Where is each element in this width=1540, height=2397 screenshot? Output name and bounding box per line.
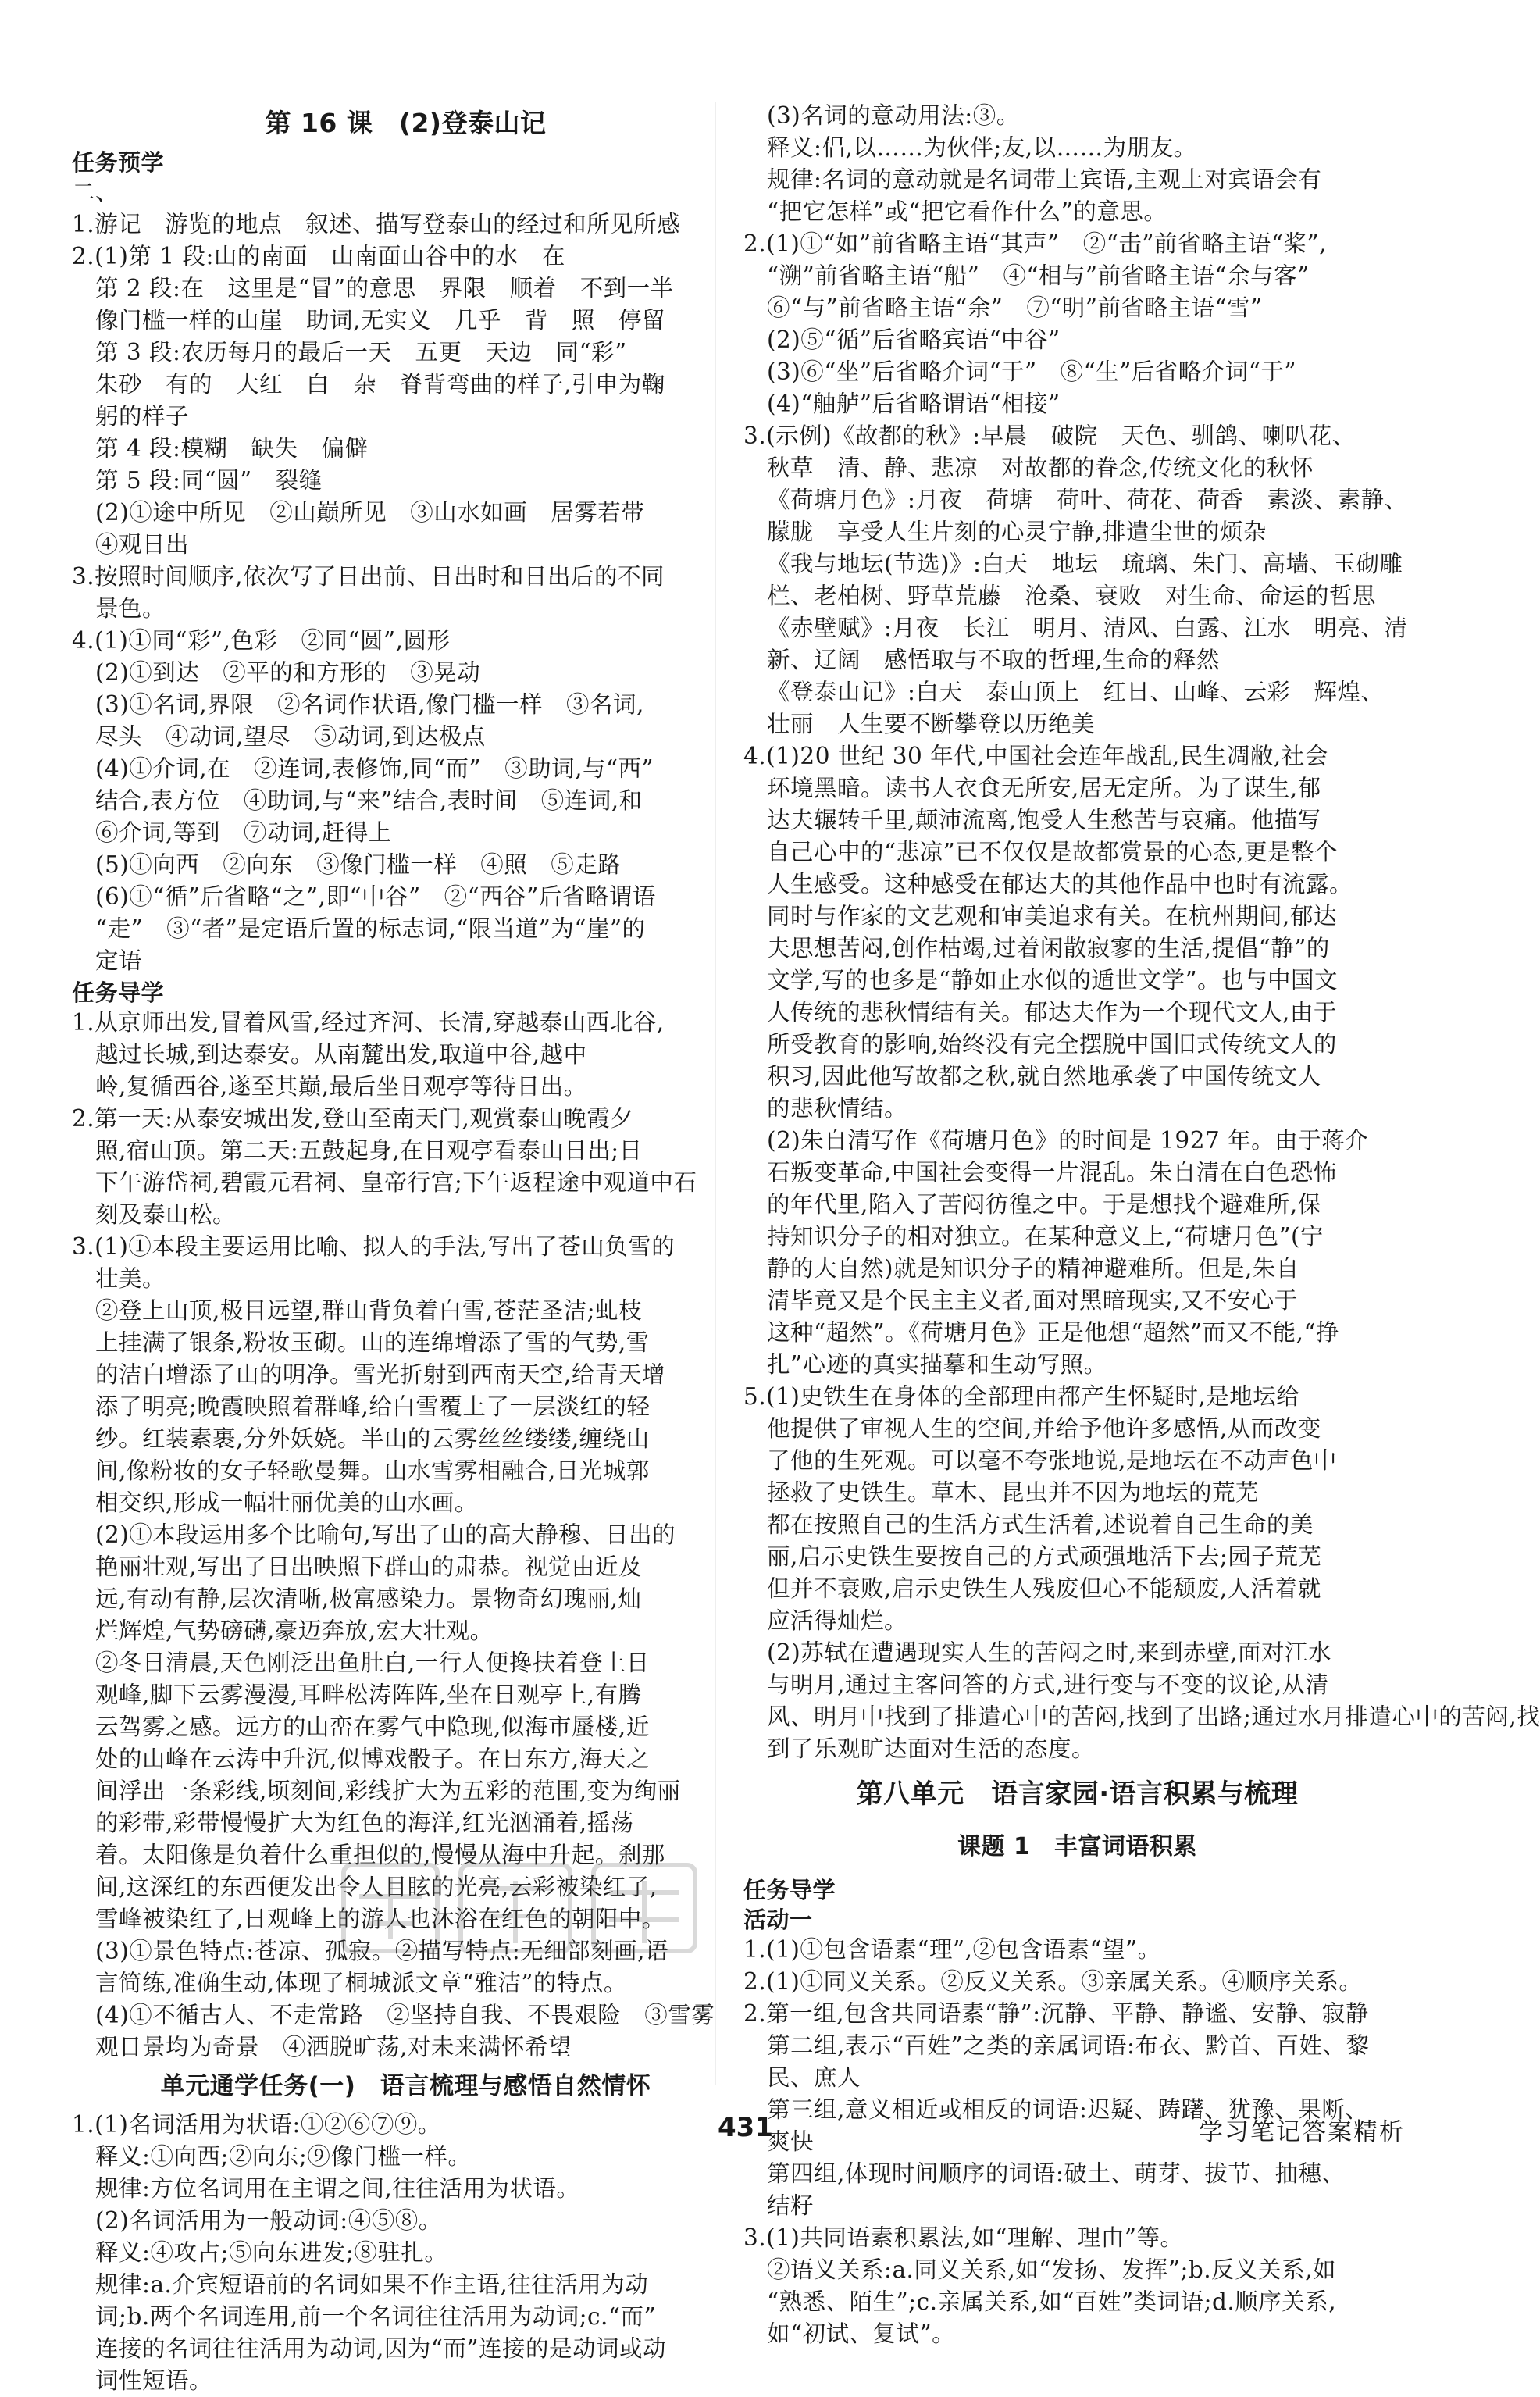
answer-line: 释义:④攻占;⑤向东进发;⑧驻扎。 <box>95 2239 448 2266</box>
answer-line: 丽,启示史铁生要按自己的方式顽强地活下去;园子荒芜 <box>767 1543 1322 1570</box>
answer-line: 扎”心迹的真实描摹和生动写照。 <box>767 1351 1107 1378</box>
answer-line: (4)①不循古人、不走常路 ②坚持自我、不畏艰险 ③雪雾 <box>95 2002 715 2028</box>
answer-item: 3.(示例)《故都的秋》:早晨 破院 天色、驯鸽、喇叭花、 <box>743 423 1356 449</box>
answer-line: 处的山峰在云涛中升沉,似博戏骰子。在日东方,海天之 <box>95 1746 650 1772</box>
answer-line: “熟悉、陌生”;c.亲属关系,如“百姓”类词语;d.顺序关系, <box>767 2288 1337 2315</box>
answer-line: (2)①本段运用多个比喻句,写出了山的高大静穆、日出的 <box>95 1521 676 1548</box>
answer-line: (4)①介词,在 ②连词,表修饰,同“而” ③助词,与“西” <box>95 755 654 782</box>
answer-line: 壮丽 人生要不断攀登以历绝美 <box>767 711 1096 737</box>
answer-line: 应活得灿烂。 <box>767 1607 908 1634</box>
answer-line: 民、庶人 <box>767 2064 861 2091</box>
answer-line: (2)①途中所见 ②山巅所见 ③山水如画 居雾若带 <box>95 499 645 526</box>
answer-line: 着。太阳像是负着什么重担似的,慢慢从海中升起。刹那 <box>95 1842 665 1868</box>
answer-line: 这种“超然”。《荷塘月色》正是他想“超然”而又不能,“挣 <box>767 1319 1340 1346</box>
answer-line: 规律:方位名词用在主谓之间,往往活用为状语。 <box>95 2175 580 2202</box>
answer-line: (3)①景色特点:苍凉、孤寂。②描写特点:无细部刻画,语 <box>95 1938 669 1964</box>
answer-line: 云驾雾之感。远方的山峦在雾气中隐现,似海市蜃楼,近 <box>95 1714 650 1740</box>
answer-item: 1.游记 游览的地点 叙述、描写登泰山的经过和所见所感 <box>72 211 681 237</box>
answer-line: 壮美。 <box>95 1265 166 1292</box>
answer-line: 间浮出一条彩线,顷刻间,彩线扩大为五彩的范围,变为绚丽 <box>95 1778 681 1804</box>
answer-item: 二、 <box>72 179 119 205</box>
answer-line: 释义:侣,以……为伙伴;友,以……为朋友。 <box>767 134 1197 161</box>
answer-line: 结籽 <box>767 2192 815 2219</box>
answer-line: 同时与作家的文艺观和审美追求有关。在杭州期间,郁达 <box>767 903 1337 929</box>
answer-line: 连接的名词往往活用为动词,因为“而”连接的是动词或动 <box>95 2335 667 2362</box>
answer-line: (2)苏轼在遭遇现实人生的苦闷之时,来到赤壁,面对江水 <box>767 1639 1332 1666</box>
answer-line: 爽快 <box>767 2128 815 2155</box>
answer-item: 2.(1)①同义关系。②反义关系。③亲属关系。④顺序关系。 <box>743 1968 1363 1995</box>
answer-line: 间,像粉妆的女子轻歌曼舞。山水雪雾相融合,日光城郭 <box>95 1457 650 1484</box>
answer-line: 像门槛一样的山崖 助词,无实义 几乎 背 照 停留 <box>95 307 665 334</box>
answer-line: 人生感受。这种感受在郁达夫的其他作品中也时有流露。 <box>767 871 1353 897</box>
answer-item: 1.(1)①包含语素“理”,②包含语素“望”。 <box>743 1936 1161 1963</box>
answer-line: (4)“舳舻”后省略谓语“相接” <box>767 391 1061 417</box>
answer-item: 2.第一天:从泰安城出发,登山至南天门,观赏泰山晚霞夕 <box>72 1105 634 1132</box>
answer-line: ②冬日清晨,天色刚泛出鱼肚白,一行人便搀扶着登上日 <box>95 1650 650 1676</box>
answer-line: (5)①向西 ②向东 ③像门槛一样 ④照 ⑤走路 <box>95 851 622 878</box>
answer-line: 持知识分子的相对独立。在某种意义上,“荷塘月色”(宁 <box>767 1223 1324 1250</box>
answer-item: 3.(1)①本段主要运用比喻、拟人的手法,写出了苍山负雪的 <box>72 1233 676 1260</box>
answer-line: 艳丽壮观,写出了日出映照下群山的肃恭。视觉由近及 <box>95 1553 642 1580</box>
answer-line: 越过长城,到达泰安。从南麓出发,取道中谷,越中 <box>95 1041 587 1068</box>
answer-line: 相交织,形成一幅壮丽优美的山水画。 <box>95 1489 478 1516</box>
answer-line: ②语义关系:a.同义关系,如“发扬、发挥”;b.反义关系,如 <box>767 2256 1337 2283</box>
answer-line: 规律:名词的意动就是名词带上宾语,主观上对宾语会有 <box>767 166 1322 193</box>
answer-line: 词性短语。 <box>95 2367 213 2394</box>
answer-line: 人传统的悲秋情结有关。郁达夫作为一个现代文人,由于 <box>767 999 1337 1026</box>
answer-item: 4.(1)20 世纪 30 年代,中国社会连年战乱,民生凋敝,社会 <box>743 743 1328 769</box>
answer-line: 如“初试、复试”。 <box>767 2320 956 2347</box>
answer-line: 间,这深红的东西便发出令人目眩的光亮,云彩被染红了, <box>95 1874 658 1900</box>
answer-line: 第三组,意义相近或相反的词语:迟疑、踌躇、犹豫、果断、 <box>767 2096 1369 2123</box>
answer-line: 他提供了审视人生的空间,并给予他许多感悟,从而改变 <box>767 1415 1321 1442</box>
answer-line: 观峰,脚下云雾漫漫,耳畔松涛阵阵,坐在日观亭上,有腾 <box>95 1682 642 1708</box>
answer-line: 观日景均为奇景 ④洒脱旷荡,对未来满怀希望 <box>95 2034 572 2060</box>
answer-line: 风、明月中找到了排遣心中的苦闷,找到了出路;通过水月排遣心中的苦闷,找 <box>767 1703 1540 1730</box>
answer-line: 石叛变革命,中国社会变得一片混乱。朱自清在白色恐怖 <box>767 1159 1337 1186</box>
answer-line: (2)名词活用为一般动词:④⑤⑧。 <box>95 2207 442 2234</box>
answer-line: 了他的生死观。可以毫不夸张地说,是地坛在不动声色中 <box>767 1447 1337 1474</box>
answer-line: 照,宿山顶。第二天:五鼓起身,在日观亭看泰山日出;日 <box>95 1137 643 1164</box>
answer-line: “走” ③“者”是定语后置的标志词,“限当道”为“崖”的 <box>95 915 646 942</box>
answer-line: 规律:a.介宾短语前的名词如果不作主语,往往活用为动 <box>95 2271 649 2298</box>
answer-item: 5.(1)史铁生在身体的全部理由都产生怀疑时,是地坛给 <box>743 1383 1300 1410</box>
answer-line: (3)⑥“坐”后省略介词“于” ⑧“生”后省略介词“于” <box>767 358 1296 385</box>
answer-item: 2.(1)第 1 段:山的南面 山南面山谷中的水 在 <box>72 243 565 269</box>
answer-line: 文学,写的也多是“静如止水似的遁世文学”。也与中国文 <box>767 967 1339 993</box>
answer-item: 3.(1)共同语素积累法,如“理解、理由”等。 <box>743 2224 1184 2251</box>
answer-line: ⑥“与”前省略主语“余” ⑦“明”前省略主语“雪” <box>767 294 1263 321</box>
answer-line: “溯”前省略主语“船” ④“相与”前省略主语“余与客” <box>767 262 1310 289</box>
answer-line: 朦胧 享受人生片刻的心灵宁静,排遣尘世的烦杂 <box>767 519 1267 545</box>
answer-line: (6)①“循”后省略“之”,即“中谷” ②“西谷”后省略谓语 <box>95 883 656 910</box>
section-heading: 活动一 <box>743 1907 813 1933</box>
right-column <box>743 100 1540 2350</box>
answer-line: 《荷塘月色》:月夜 荷塘 荷叶、荷花、荷香 素淡、素静、 <box>767 487 1408 513</box>
answer-line: 添了明亮;晚霞映照着群峰,给白雪覆上了一层淡红的轻 <box>95 1393 651 1420</box>
answer-item: 4.(1)①同“彩”,色彩 ②同“圆”,圆形 <box>72 627 451 654</box>
answer-line: 自己心中的“悲凉”已不仅仅是故都赏景的心态,更是整个 <box>767 839 1339 865</box>
answer-line: 达夫辗转千里,颠沛流离,饱受人生愁苦与哀痛。他描写 <box>767 807 1321 833</box>
answer-line: 第 3 段:农历每月的最后一天 五更 天边 同“彩” <box>95 339 627 366</box>
answer-line: 言简练,准确生动,体现了桐城派文章“雅洁”的特点。 <box>95 1970 627 1996</box>
answer-line: 《赤壁赋》:月夜 长江 明月、清风、白露、江水 明亮、清 <box>767 615 1408 641</box>
answer-line: 积习,因此他写故都之秋,就自然地承袭了中国传统文人 <box>767 1063 1321 1090</box>
left-column <box>72 100 740 2397</box>
answer-line: 《登泰山记》:白天 泰山顶上 红日、山峰、云彩 辉煌、 <box>767 679 1385 705</box>
footer-label: 学习笔记答案精析 <box>1199 2118 1405 2146</box>
answer-line: 尽头 ④动词,望尽 ⑤动词,到达极点 <box>95 723 486 750</box>
topic-title: 课题 1 丰富词语积累 <box>957 1833 1197 1860</box>
section-heading: 任务预学 <box>72 149 165 176</box>
answer-line: 朱砂 有的 大红 白 杂 脊背弯曲的样子,引申为鞠 <box>95 371 665 398</box>
answer-line: (3)名词的意动用法:③。 <box>767 102 1020 129</box>
section-heading: 任务导学 <box>743 1877 836 1903</box>
answer-line: 下午游岱祠,碧霞元君祠、皇帝行宫;下午返程途中观道中石 <box>95 1169 697 1196</box>
answer-line: 结合,表方位 ④助词,与“来”结合,表时间 ⑤连词,和 <box>95 787 643 814</box>
unit-task-title: 单元通学任务(一) 语言梳理与感悟自然情怀 <box>160 2072 651 2100</box>
answer-line: 第四组,体现时间顺序的词语:破土、萌芽、拔节、抽穗、 <box>767 2160 1346 2187</box>
answer-line: 刻及泰山松。 <box>95 1201 237 1228</box>
answer-line: 环境黑暗。读书人衣食无所安,居无定所。为了谋生,郁 <box>767 775 1321 801</box>
answer-line: 第 5 段:同“圆” 裂缝 <box>95 467 323 494</box>
answer-line: 到了乐观旷达面对生活的态度。 <box>767 1735 1096 1762</box>
answer-line: 拯救了史铁生。草木、昆虫并不因为地坛的荒芜 <box>767 1479 1260 1506</box>
answer-line: 秋草 清、静、悲凉 对故都的眷念,传统文化的秋怀 <box>767 455 1314 481</box>
answer-line: ④观日出 <box>95 531 190 558</box>
answer-line: (3)①名词,界限 ②名词作状语,像门槛一样 ③名词, <box>95 691 644 718</box>
stamp-watermark-icon <box>336 1849 711 1967</box>
answer-line: 的悲秋情结。 <box>767 1095 908 1122</box>
answer-line: 纱。红装素裹,分外妖娆。半山的云雾丝丝缕缕,缠绕山 <box>95 1425 650 1452</box>
answer-line: 词;b.两个名词连用,前一个名词往往活用为动词;c.“而” <box>95 2303 657 2330</box>
answer-line: 第 4 段:模糊 缺失 偏僻 <box>95 435 369 462</box>
answer-line: “把它怎样”或“把它看作什么”的意思。 <box>767 198 1167 225</box>
answer-line: 但并不衰败,启示史铁生人残废但心不能颓废,人活着就 <box>767 1575 1321 1602</box>
answer-line: ②登上山顶,极目远望,群山背负着白雪,苍茫圣洁;虬枝 <box>95 1297 643 1324</box>
answer-line: 夫思想苦闷,创作枯竭,过着闲散寂寥的生活,提倡“静”的 <box>767 935 1330 961</box>
answer-line: 新、辽阔 感悟取与不取的哲理,生命的释然 <box>767 647 1220 673</box>
answer-line: 静的大自然)就是知识分子的精神避难所。但是,朱自 <box>767 1255 1299 1282</box>
answer-line: 岭,复循西谷,遂至其巅,最后坐日观亭等待日出。 <box>95 1073 587 1100</box>
answer-item: 1.从京师出发,冒着风雪,经过齐河、长清,穿越泰山西北谷, <box>72 1009 665 1036</box>
answer-line: 第二组,表示“百姓”之类的亲属词语:布衣、黔首、百姓、黎 <box>767 2032 1370 2059</box>
answer-line: (2)⑤“循”后省略宾语“中谷” <box>767 326 1061 353</box>
section-heading: 任务导学 <box>72 979 165 1006</box>
answer-line: 释义:①向西;②向东;⑨像门槛一样。 <box>95 2143 472 2170</box>
answer-line: ⑥介词,等到 ⑦动词,赶得上 <box>95 819 392 846</box>
answer-line: 景色。 <box>95 595 166 622</box>
answer-line: 的年代里,陷入了苦闷彷徨之中。于是想找个避难所,保 <box>767 1191 1321 1218</box>
answer-item: 2.第一组,包含共同语素“静”:沉静、平静、静谧、安静、寂静 <box>743 2000 1369 2027</box>
answer-line: (2)朱自清写作《荷塘月色》的时间是 1927 年。由于蒋介 <box>767 1127 1369 1154</box>
unit-title: 第八单元 语言家园·语言积累与梳理 <box>856 1778 1299 1810</box>
answer-item: 2.(1)①“如”前省略主语“其声” ②“击”前省略主语“桨”, <box>743 230 1327 257</box>
answer-line: 烂辉煌,气势磅礴,豪迈奔放,宏大壮观。 <box>95 1618 494 1644</box>
answer-line: 《我与地坛(节选)》:白天 地坛 琉璃、朱门、高墙、玉砌雕 <box>767 551 1403 577</box>
answer-item: 3.按照时间顺序,依次写了日出前、日出时和日出后的不同 <box>72 563 665 590</box>
page-number: 431 <box>718 2112 773 2143</box>
answer-line: 栏、老柏树、野草荒藤 沧桑、衰败 对生命、命运的哲思 <box>767 583 1377 609</box>
answer-line: 远,有动有静,层次清晰,极富感染力。景物奇幻瑰丽,灿 <box>95 1586 642 1612</box>
answer-line: 都在按照自己的生活方式生活着,述说着自己生命的美 <box>767 1511 1314 1538</box>
answer-line: 的洁白增添了山的明净。雪光折射到西南天空,给青天增 <box>95 1361 665 1388</box>
answer-line: 躬的样子 <box>95 403 190 430</box>
answer-line: 第 2 段:在 这里是“冒”的意思 界限 顺着 不到一半 <box>95 275 674 301</box>
answer-line: 定语 <box>95 947 143 974</box>
answer-line: 所受教育的影响,始终没有完全摆脱中国旧式传统文人的 <box>767 1031 1337 1058</box>
answer-line: 的彩带,彩带慢慢扩大为红色的海洋,红光汹涌着,摇荡 <box>95 1810 634 1836</box>
answer-line: 与明月,通过主客问答的方式,进行变与不变的议论,从清 <box>767 1671 1329 1698</box>
lesson-title: 第 16 课 (2)登泰山记 <box>265 108 547 138</box>
answer-line: 雪峰被染红了,日观峰上的游人也沐浴在红色的朝阳中。 <box>95 1906 665 1932</box>
answer-line: 上挂满了银条,粉妆玉砌。山的连绵增添了雪的气势,雪 <box>95 1329 650 1356</box>
answer-line: 清毕竟又是个民主主义者,面对黑暗现实,又不安心于 <box>767 1287 1298 1314</box>
answer-line: (2)①到达 ②平的和方形的 ③晃动 <box>95 659 481 686</box>
answer-item: 1.(1)名词活用为状语:①②⑥⑦⑨。 <box>72 2111 441 2138</box>
